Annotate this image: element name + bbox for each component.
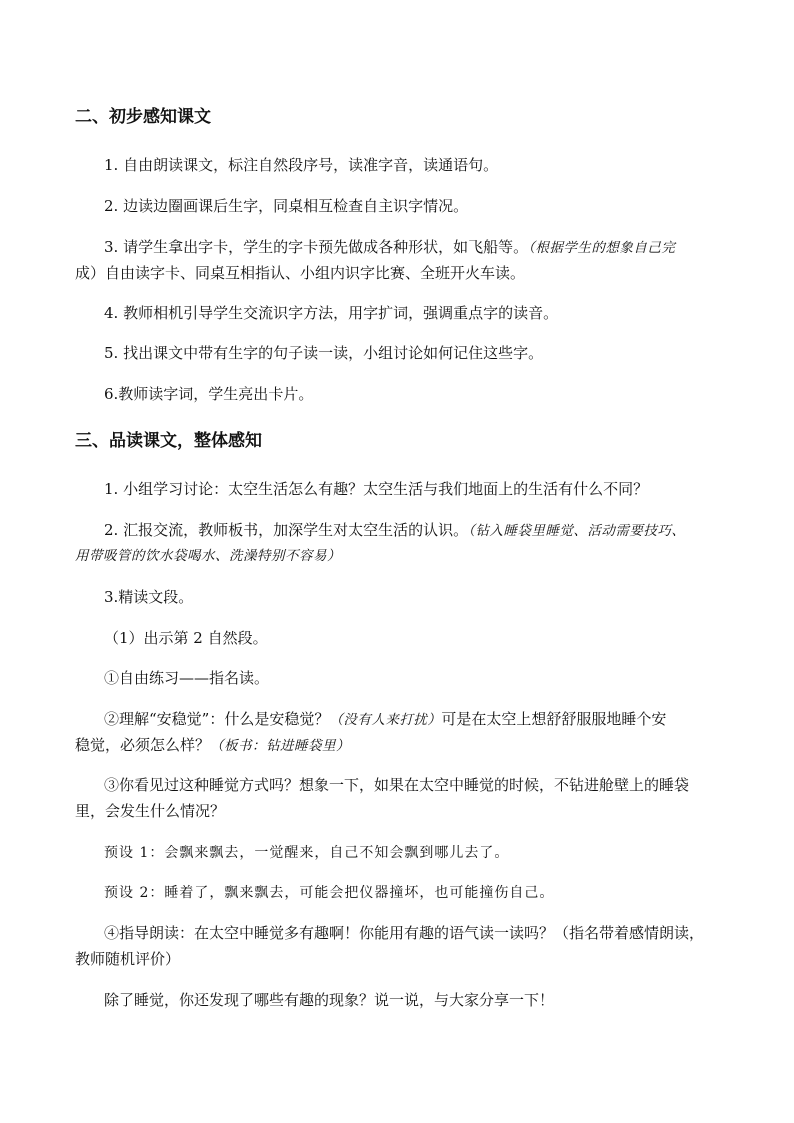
paragraph: 1. 自由朗读课文，标注自然段序号，读准字音，读通语句。 <box>104 156 499 174</box>
paragraph: 除了睡觉，你还发现了哪些有趣的现象？说一说，与大家分享一下！ <box>104 991 555 1009</box>
paragraph-text: 可是在太空上想舒舒服服地睡个安 <box>441 710 667 728</box>
paragraph-text: ②理解“安稳觉”：什么是安稳觉？ <box>104 710 330 728</box>
paragraph <box>104 708 725 731</box>
paragraph-text: 3. 请学生拿出字卡，学生的字卡预先做成各种形状，如飞船等。 <box>104 238 529 256</box>
section-heading: 二、初步感知课文 <box>75 107 211 127</box>
paragraph: 预设 1：会飘来飘去，一觉醒来，自己不知会飘到哪儿去了。 <box>104 845 510 861</box>
paragraph: （1）出示第 2 自然段。 <box>104 629 268 647</box>
paragraph: 成）自由读字卡、同桌互相指认、小组内识字比赛、全班开火车读。 <box>75 264 526 282</box>
paragraph-note: 用带吸管的饮水袋喝水、洗澡特别不容易） <box>75 548 341 564</box>
paragraph: ④指导朗读：在太空中睡觉多有趣啊！你能用有趣的语气读一读吗？（指名带着感情朗读， <box>104 924 705 942</box>
paragraph: 里，会发生什么情况？ <box>75 802 226 820</box>
paragraph-note: （没有人来打扰） <box>329 712 442 728</box>
paragraph-text: 2. 汇报交流，教师板书，加深学生对太空生活的认识。 <box>104 521 469 539</box>
section-heading: 三、品读课文，整体感知 <box>75 431 262 451</box>
paragraph: 预设 2：睡着了，飘来飘去，可能会把仪器撞坏，也可能撞伤自己。 <box>104 885 555 901</box>
paragraph <box>104 519 725 542</box>
paragraph: 5. 找出课文中带有生字的句子读一读，小组讨论如何记住这些字。 <box>104 344 544 362</box>
paragraph-note: （板书：钻进睡袋里） <box>210 738 351 754</box>
paragraph-note: （根据学生的想象自己完 <box>528 240 676 256</box>
paragraph: ③你看见过这种睡觉方式吗？想象一下，如果在太空中睡觉的时候，不钻进舱壁上的睡袋 <box>104 776 690 794</box>
paragraph-text: 稳觉，必须怎么样？ <box>75 736 211 754</box>
paragraph: 4. 教师相机引导学生交流识字方法，用字扩词，强调重点字的读音。 <box>104 304 559 322</box>
paragraph <box>104 236 725 259</box>
paragraph <box>75 734 725 757</box>
paragraph: 1. 小组学习讨论：太空生活怎么有趣？太空生活与我们地面上的生活有什么不同？ <box>104 480 649 498</box>
paragraph: 3.精读文段。 <box>104 588 194 606</box>
paragraph-note: （钻入睡袋里睡觉、活动需要技巧、 <box>468 523 686 539</box>
paragraph: 2. 边读边圈画课后生字，同桌相互检查自主识字情况。 <box>104 197 469 215</box>
paragraph: 教师随机评价） <box>75 950 181 968</box>
paragraph: 6.教师读字词，学生亮出卡片。 <box>104 385 314 403</box>
paragraph: ①自由练习——指名读。 <box>104 669 270 687</box>
